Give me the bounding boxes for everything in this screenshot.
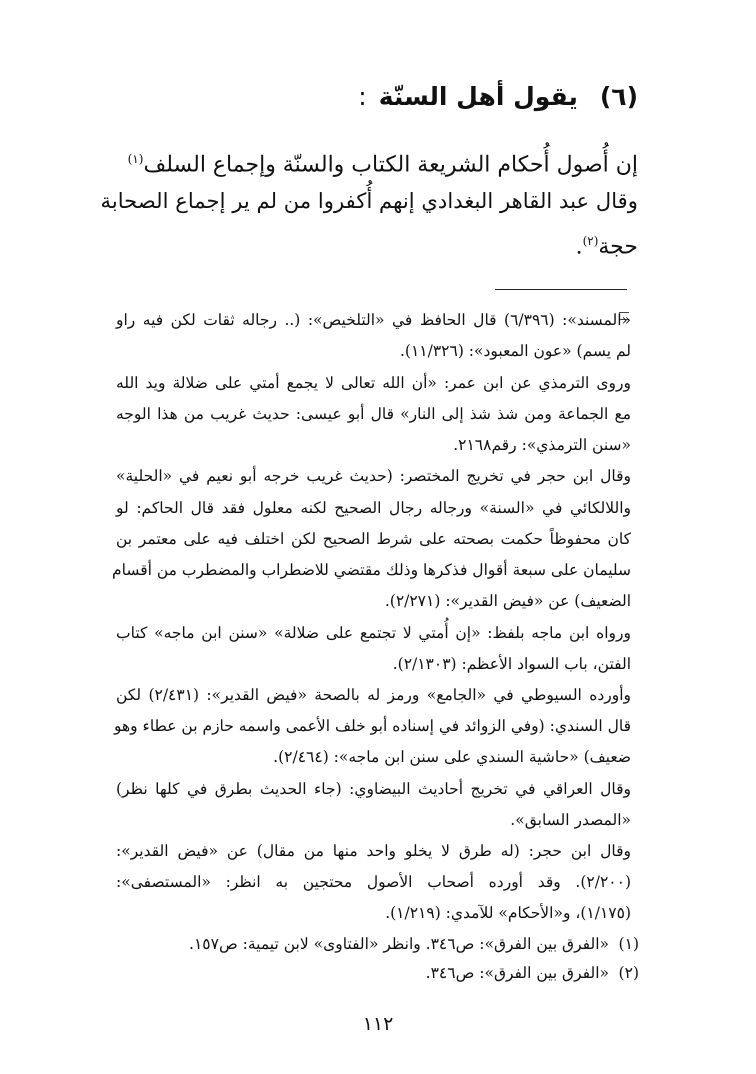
footnote-line: وروى الترمذي عن ابن عمر: «أن الله تعالى لا يجمع أمتي على ضلالة ويد الله xyxy=(116,374,631,392)
footnote-line: الفتن، باب السواد الأعظم: (٢/١٣٠٣). xyxy=(392,655,631,673)
footnote-line: ضعيف) «حاشية السندي على سنن ابن ماجه»: (٢/٤٦٤). xyxy=(273,748,631,766)
footnote-line: (١/١٧٥)، و«الأحكام» للآمدي: (١/٢١٩). xyxy=(385,904,631,922)
section-number: (٦) xyxy=(599,82,638,111)
heading-colon: : xyxy=(358,82,367,111)
section-title: يقول أهل السنّة xyxy=(378,82,578,111)
footnote-line: وأورده السيوطي في «الجامع» ورمز له بالصحة «فيض القدير»: (٢/٤٣١) لكن xyxy=(116,686,631,704)
footnote-line: (٢/٢٠٠). وقد أورده أصحاب الأصول محتجين به انظر: «المستصفى»: xyxy=(116,873,631,891)
footnote-number: (١) xyxy=(618,935,639,953)
footnote-ref-2: (٢) xyxy=(582,234,599,248)
footnote-line: «المصدر السابق». xyxy=(510,811,631,829)
footnote-separator xyxy=(495,289,627,290)
body-line-1: إن أُصول أُحكام الشريعة الكتاب والسنّة وإجماع السلف$^{(١)}$ xyxy=(127,152,638,178)
footnote-line: لم يسم) «عون المعبود»: (١١/٣٢٦). xyxy=(399,342,631,360)
footnote-1 xyxy=(189,933,639,955)
footnote-ref-1: (١) xyxy=(127,152,144,166)
footnote-line: كان محفوظاً حكمت بصحته على شرط الصحيح لكن اختلف فيه على معتمر بن xyxy=(116,530,631,548)
body-line-2: وقال عبد القاهر البغدادي إنهم أُكفروا من لم ير إجماع الصحابة xyxy=(100,188,638,213)
footnote-line: قال السندي: (وفي الزوائد في إسناده أبو خلف الأعمى واسمه حازم بن عطاء وهو xyxy=(113,717,631,735)
footnote-line: «سنن الترمذي»: رقم٢١٦٨. xyxy=(453,436,631,454)
footnote-line: واللالكائي في «السنة» ورجاله رجال الصحيح لكنه معلول فقد قال الحاكم: لو xyxy=(116,499,631,517)
footnote-line: «المسند»: (٦/٣٩٦) قال الحافظ في «التلخيص»: (.. رجاله ثقات لكن فيه راو xyxy=(116,311,631,329)
footnote-line: مع الجماعة ومن شذ شذ إلى النار» قال أبو عيسى: حديث غريب من هذا الوجه xyxy=(116,405,631,423)
footnote-line: سليمان على سبعة أقوال فذكرها وذلك مقتضي للاضطراب والمضطرب من أقسام xyxy=(112,561,631,579)
page-number: ١١٢ xyxy=(362,1013,394,1035)
footnote-line: وقال ابن حجر: (له طرق لا يخلو واحد منها من مقال) عن «فيض القدير»: xyxy=(116,842,631,860)
section-heading xyxy=(358,82,638,111)
footnote-line: الضعيف) عن «فيض القدير»: (٢/٢٧١). xyxy=(384,592,631,610)
footnote-line: وقال ابن حجر في تخريج المختصر: (حديث غريب خرجه أبو نعيم في «الحلية» xyxy=(116,467,631,485)
footnote-number: (٢) xyxy=(618,964,639,982)
footnote-2 xyxy=(426,962,639,984)
footnote-text: «الفرق بين الفرق»: ص٣٤٦. xyxy=(425,964,609,982)
footnote-line: وقال العراقي في تخريج أحاديث البيضاوي: (جاء الحديث بطرق في كلها نظر) xyxy=(116,780,631,798)
footnote-text: «الفرق بين الفرق»: ص٣٤٦. وانظر «الفتاوى» لابن تيمية: ص١٥٧. xyxy=(189,935,609,953)
footnote-line: ورواه ابن ماجه بلفظ: «إن أُمتي لا تجتمع على ضلالة» «سنن ابن ماجه» كتاب xyxy=(116,624,631,642)
body-line-3: حجة$^{(٢)}$. xyxy=(575,234,638,260)
